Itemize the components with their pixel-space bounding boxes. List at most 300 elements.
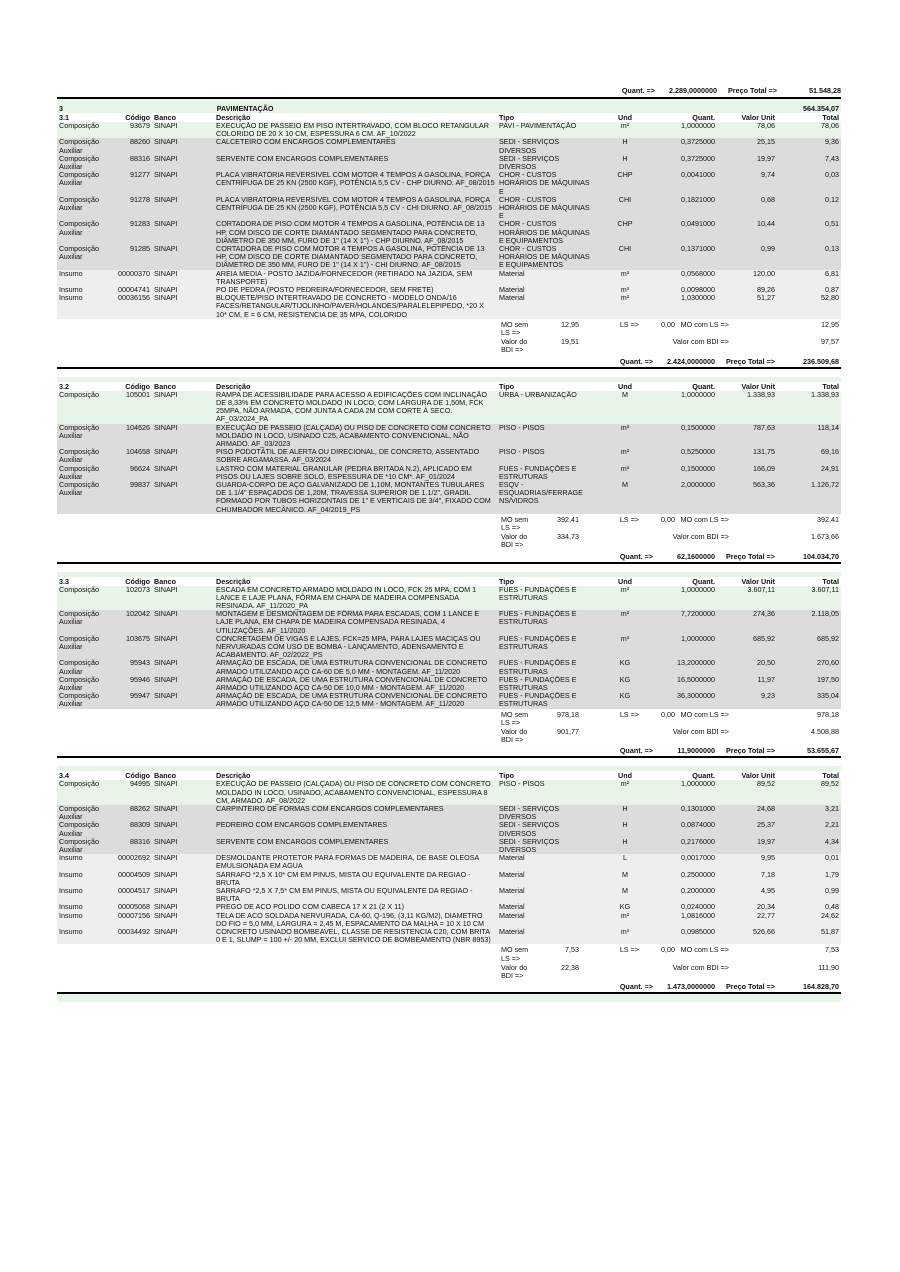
row-descricao: ARMAÇÃO DE ESCADA, DE UMA ESTRUTURA CONVENCIONAL DE CONCRETO ARMADO UTILIZANDO AÇO CA-50 DE 12,5 MM - MONTAGEM. AF_11/2020 [216,692,488,709]
mo-sem-value: 7,53 [565,945,579,955]
row-descricao: PISO PODOTÁTIL DE ALERTA OU DIRECIONAL, DE CONCRETO, ASSENTADO SOBRE ARGAMASSA. AF_03/2024 [216,448,480,465]
table-row [57,903,841,911]
row-type: Composição [59,780,99,789]
table-row [57,780,841,805]
row-codigo: 00004509 [118,870,150,879]
mo-com-label: MO com LS => [680,945,729,955]
table-row [57,171,841,196]
header-tipo: Tipo [499,381,515,391]
row-und: H [622,138,628,147]
row-tipo: Material [499,286,525,295]
table-row [57,659,841,675]
header-descricao: Descrição [216,771,251,781]
section-0 [57,113,841,369]
section-1 [57,377,841,564]
row-total: 0,03 [825,171,839,180]
table-row [57,424,841,449]
row-und: m³ [620,269,630,278]
row-total: 1.338,93 [811,390,839,399]
header-banco: Banco [154,381,176,391]
row-quant: 0,0568000 [681,269,715,278]
row-und: CHP [617,220,633,229]
row-banco: SINAPI [154,870,178,879]
section-divider [57,756,841,758]
column-header-row [57,382,841,391]
table-row [57,286,841,294]
section-code: 3.2 [59,381,69,391]
row-type: Composição Auxiliar [59,138,99,155]
spacer [57,321,499,337]
row-descricao: ESCADA EM CONCRETO ARMADO MOLDADO IN LOCO, FCK 25 MPA, COM 1 LANCE E LAJE PLANA, FÔRMA EM CHAPA DE MADEIRA COMPENSADA RESINADA. AF_11/2020_PA [216,585,477,610]
table-row [57,138,841,154]
row-descricao: EXECUÇÃO DE PASSEIO (CALÇADA) OU PISO DE CONCRETO COM CONCRETO MOLDADO IN LOCO, USINADO C25, ACABAMENTO CONVENCIONAL, NÃO ARMADO. AF_03/2023 [216,423,491,448]
row-tipo: Material [499,911,525,920]
header-descricao: Descrição [216,576,251,586]
header-valor-unit: Valor Unit [741,576,775,586]
row-banco: SINAPI [154,659,178,668]
ls-value: 0,00 [661,514,675,524]
row-total: 1,79 [825,870,839,879]
row-banco: SINAPI [154,423,178,432]
row-und: m³ [620,464,630,473]
ls-value: 0,00 [661,945,675,955]
valor-com-bdi-label: Valor com BDI => [672,532,729,542]
row-type: Composição Auxiliar [59,659,99,676]
row-und: m³ [620,423,630,432]
row-total: 7,43 [825,154,839,163]
table-row [57,912,841,928]
row-banco: SINAPI [154,675,178,684]
row-tipo: Material [499,903,525,912]
row-valor-unit: 78,06 [757,122,775,130]
row-und: KG [619,675,631,684]
row-quant: 1,0816000 [681,911,715,920]
header-und: Und [618,113,632,122]
row-total: 6,81 [825,269,839,278]
summary-bdi-row [57,964,841,980]
valor-com-bdi-label: Valor com BDI => [672,337,729,347]
quant-label: Quant. => [619,746,653,756]
row-und: m² [620,780,630,789]
header-codigo: Código [125,576,150,586]
row-valor-unit: 787,63 [753,423,775,432]
row-total: 4,34 [825,837,839,846]
row-valor-unit: 685,92 [753,634,775,643]
column-header-row [57,113,841,122]
row-codigo: 91285 [130,245,150,254]
row-type: Composição Auxiliar [59,821,99,838]
row-tipo: CHOR - CUSTOS HORÁRIOS DE MÁQUINAS E [499,195,590,221]
summary-bdi-row [57,533,841,549]
table-row [57,586,841,611]
row-descricao: DESMOLDANTE PROTETOR PARA FORMAS DE MADEIRA, DE BASE OLEOSA EMULSIONADA EM AGUA [216,854,479,871]
mo-sem-value: 392,41 [557,514,579,524]
header-total: Total [822,771,839,781]
valor-com-bdi-value: 111,90 [818,962,839,972]
row-codigo: 00002692 [118,854,150,863]
header-und: Und [618,771,632,781]
row-total: 0,13 [825,245,839,254]
row-tipo: SEDI - SERVIÇOS DIVERSOS [499,138,560,155]
row-quant: 1,0300000 [681,294,715,303]
row-descricao: EXECUÇÃO DE PASSEIO (CALÇADA) OU PISO DE CONCRETO COM CONCRETO MOLDADO IN LOCO, USINADO, ACABAMENTO CONVENCIONAL, ESPESSURA 8 CM, ARMADO. AF_08/2022 [216,780,491,805]
row-banco: SINAPI [154,821,178,830]
row-quant: 1,0000000 [681,122,715,130]
spacer [57,711,499,727]
section-divider [57,367,841,369]
row-quant: 0,3725000 [681,154,715,163]
quant-value: 1.473,0000000 [667,982,715,992]
sections-container [57,113,841,994]
table-row [57,871,841,887]
quant-total-row [57,982,841,992]
row-valor-unit: 563,36 [753,480,775,489]
row-banco: SINAPI [154,634,178,643]
header-banco: Banco [154,771,176,781]
row-codigo: 102073 [126,585,150,594]
row-type: Composição Auxiliar [59,610,99,627]
row-valor-unit: 9,23 [761,692,775,701]
row-total: 0,99 [825,887,839,896]
summary-mo-row [57,321,841,337]
ls-value: 0,00 [661,709,675,719]
row-banco: SINAPI [154,480,178,489]
valor-com-bdi-value: 4.508,88 [811,727,839,736]
header-tipo: Tipo [499,771,515,781]
row-descricao: RAMPA DE ACESSIBILIDADE PARA ACESSO A EDIFICAÇÕES COM INCLINAÇÃO DE 8,33% EM CONCRETO MOLDADO IN LOCO, COM LARGURA DE 1,50M, FCK 25MPA, NÃO ARMADA, COM JUNTA A CADA 2M COM CORTE À SECO. AF_03/2024_PA [216,390,487,424]
table-row [57,887,841,903]
row-valor-unit: 25,15 [757,138,775,147]
header-quant: Quant. [692,113,715,122]
table-row [57,294,841,319]
table-row [57,805,841,821]
row-type: Composição [59,122,99,130]
row-codigo: 00007156 [118,911,150,920]
row-codigo: 99837 [130,480,150,489]
row-type: Composição Auxiliar [59,480,99,498]
row-codigo: 00004517 [118,887,150,896]
section-code: 3.3 [59,576,69,586]
quant-label: Quant. => [619,356,653,366]
row-quant: 0,0041000 [681,171,715,180]
row-banco: SINAPI [154,692,178,701]
row-und: H [622,154,628,163]
preco-value: 104.034,70 [803,551,839,561]
row-total: 69,16 [821,448,839,457]
row-banco: SINAPI [154,138,178,147]
table-row [57,854,841,870]
row-codigo: 00000370 [118,269,150,278]
row-valor-unit: 22,77 [757,911,775,920]
row-banco: SINAPI [154,464,178,473]
row-descricao: LASTRO COM MATERIAL GRANULAR (PEDRA BRITADA N.2), APLICADO EM PISOS OU LAJES SOBRE SOLO, ESPESSURA DE *10 CM*. AF_01/2024 [216,464,472,481]
section-3 [57,766,841,994]
row-type: Insumo [59,269,83,278]
row-total: 685,92 [817,634,839,643]
row-banco: SINAPI [154,448,178,457]
row-quant: 0,2500000 [681,870,715,879]
preco-value: 53.655,67 [807,746,839,756]
row-und: m³ [620,286,630,295]
row-banco: SINAPI [154,195,178,204]
row-valor-unit: 51,27 [757,294,775,303]
mo-com-value: 978,18 [817,709,839,719]
row-und: H [622,805,628,814]
row-valor-unit: 120,00 [753,269,775,278]
row-type: Composição Auxiliar [59,675,99,692]
header-total: Total [822,576,839,586]
ls-label: LS => [619,709,639,719]
row-descricao: TELA DE ACO SOLDADA NERVURADA, CA-60, Q-196, (3,11 KG/M2), DIAMETRO DO FIO = 5,0 MM, LARGURA = 2,45 M, ESPACAMENTO DA MALHA = 10 X 10 CM [216,911,484,928]
header-quant: Quant. [692,381,715,391]
bdi-label: Valor do BDI => [501,337,528,355]
spacer [57,533,499,549]
row-total: 0,12 [825,195,839,204]
row-tipo: SEDI - SERVIÇOS DIVERSOS [499,821,560,838]
summary-mo-row [57,516,841,532]
row-banco: SINAPI [154,294,178,303]
spacer [57,728,499,744]
quant-label: Quant. => [619,551,653,561]
row-banco: SINAPI [154,780,178,789]
header-tipo: Tipo [499,576,515,586]
row-descricao: PLACA VIBRATÓRIA REVERSÍVEL COM MOTOR 4 TEMPOS A GASOLINA, FORÇA CENTRÍFUGA DE 25 KN (2500 KGF), POTÊNCIA 5,5 CV - CHI DIURNO. AF_08/2015 [216,195,493,213]
table-row [57,692,841,708]
row-tipo: Material [499,870,525,879]
row-descricao: CORTADORA DE PISO COM MOTOR 4 TEMPOS A GASOLINA, POTÊNCIA DE 13 HP, COM DISCO DE CORTE DIAMANTADO SEGMENTADO PARA CONCRETO, DIÂMETRO DE 350 MM, FURO DE 1" (14 X 1") - CHP DIURNO. AF_08/2015 [216,220,485,245]
row-tipo: FUES - FUNDAÇÕES E ESTRUTURAS [499,610,577,627]
row-tipo: FUES - FUNDAÇÕES E ESTRUTURAS [499,692,577,709]
row-valor-unit: 4,95 [761,887,775,896]
row-quant: 0,1301000 [681,805,715,814]
row-valor-unit: 9,95 [761,854,775,863]
row-tipo: Material [499,928,525,937]
mo-sem-value: 12,95 [561,319,579,329]
row-quant: 0,3725000 [681,138,715,147]
spacer [57,964,499,980]
row-tipo: Material [499,887,525,896]
row-type: Insumo [59,870,83,879]
row-valor-unit: 11,97 [757,675,775,684]
row-banco: SINAPI [154,390,178,399]
row-banco: SINAPI [154,911,178,920]
row-banco: SINAPI [154,585,178,594]
header-valor-unit: Valor Unit [741,771,775,781]
row-codigo: 88316 [130,837,150,846]
header-quant: Quant. [692,576,715,586]
row-type: Insumo [59,928,83,937]
row-valor-unit: 166,09 [753,464,775,473]
row-valor-unit: 24,68 [757,805,775,814]
row-quant: 0,1821000 [681,195,715,204]
summary-mo-row [57,946,841,962]
row-descricao: GUARDA-CORPO DE AÇO GALVANIZADO DE 1,10M, MONTANTES TUBULARES DE 1.1/4" ESPAÇADOS DE 1,20M, TRAVESSA SUPERIOR DE 1.1/2", GRADIL FORMADO POR TUBOS HORIZONTAIS DE 1" E VERTICAIS DE 3/4", FIXADO COM CHUMBADOR MECÂNICO. AF_04/2019_PS [216,480,491,514]
row-total: 118,14 [817,423,839,432]
table-row [57,155,841,171]
row-total: 51,87 [821,928,839,937]
row-codigo: 88262 [130,805,150,814]
top-quant-value: 2.289,0000000 [669,86,717,95]
table-row [57,481,841,514]
row-tipo: SEDI - SERVIÇOS DIVERSOS [499,837,560,855]
row-type: Composição Auxiliar [59,837,99,855]
row-und: KG [619,659,631,668]
row-quant: 1,0000000 [681,390,715,399]
row-valor-unit: 526,66 [753,928,775,937]
row-banco: SINAPI [154,269,178,278]
row-banco: SINAPI [154,154,178,163]
mo-sem-label: MO sem LS => [501,945,529,963]
row-codigo: 88309 [130,821,150,830]
row-valor-unit: 89,52 [757,780,775,789]
spacer [57,338,499,354]
row-descricao: ARMAÇÃO DE ESCADA, DE UMA ESTRUTURA CONVENCIONAL DE CONCRETO ARMADO UTILIZANDO AÇO CA-60 DE 5,0 MM - MONTAGEM. AF_11/2020 [216,659,488,676]
row-descricao: BLOQUETE/PISO INTERTRAVADO DE CONCRETO - MODELO ONDA/16 FACES/RETANGULAR/TIJOLINHO/PAVER/HOLANDES/PARALELEPIPEDO, *20 X 10* CM, E = 6 CM, RESISTENCIA DE 35 MPA, COLORIDO [216,294,484,319]
mo-sem-value: 978,18 [557,709,579,719]
row-quant: 0,0491000 [681,220,715,229]
table-row [57,821,841,837]
ls-label: LS => [619,319,639,329]
row-descricao: ARMAÇÃO DE ESCADA, DE UMA ESTRUTURA CONVENCIONAL DE CONCRETO ARMADO UTILIZANDO AÇO CA-50 DE 10,0 MM - MONTAGEM. AF_11/2020 [216,675,488,692]
row-valor-unit: 9,74 [761,171,775,180]
row-und: KG [619,903,631,912]
preco-value: 236.509,68 [803,356,839,366]
row-valor-unit: 274,36 [753,610,775,619]
group-row [57,104,841,113]
table-row [57,465,841,481]
header-und: Und [618,381,632,391]
row-codigo: 00034492 [118,928,150,937]
valor-com-bdi-value: 97,57 [821,337,839,347]
row-tipo: Material [499,854,525,863]
row-codigo: 102042 [126,610,150,619]
bdi-value: 19,51 [561,337,579,347]
row-type: Insumo [59,911,83,920]
table-row [57,391,841,424]
bdi-label: Valor do BDI => [501,962,528,981]
header-valor-unit: Valor Unit [741,381,775,391]
row-tipo: SEDI - SERVIÇOS DIVERSOS [499,154,560,172]
row-quant: 13,2000000 [677,659,715,668]
row-type: Composição Auxiliar [59,220,99,237]
valor-com-bdi-label: Valor com BDI => [672,727,729,736]
row-und: M [622,480,628,489]
row-und: CHI [618,245,632,254]
mo-com-value: 7,53 [825,945,839,955]
row-banco: SINAPI [154,887,178,896]
row-banco: SINAPI [154,837,178,846]
row-quant: 7,7200000 [681,610,715,619]
spacer [57,516,499,532]
row-und: KG [619,692,631,701]
row-type: Insumo [59,887,83,896]
header-codigo: Código [125,771,150,781]
row-type: Composição Auxiliar [59,195,99,213]
row-valor-unit: 0,68 [761,195,775,204]
row-descricao: PO DE PEDRA (POSTO PEDREIRA/FORNECEDOR, SEM FRETE) [216,286,434,295]
spacer [57,946,499,962]
row-valor-unit: 20,50 [757,659,775,668]
row-tipo: FUES - FUNDAÇÕES E ESTRUTURAS [499,634,577,651]
row-tipo: PISO - PISOS [499,423,545,432]
row-tipo: PISO - PISOS [499,780,545,789]
bottom-band [57,994,841,1002]
row-banco: SINAPI [154,286,178,295]
row-quant: 0,0017000 [681,854,715,863]
row-total: 3.607,11 [811,585,839,594]
row-banco: SINAPI [154,903,178,912]
row-und: L [623,854,627,863]
row-total: 2.118,05 [811,610,839,619]
row-codigo: 88260 [130,138,150,147]
row-und: m³ [620,585,630,594]
quant-label: Quant. => [619,982,653,992]
row-descricao: CONCRETO USINADO BOMBEAVEL, CLASSE DE RESISTENCIA C20, COM BRITA 0 E 1, SLUMP = 100 +/- 20 MM, EXCLUI SERVICO DE BOMBEAMENTO (NBR 8953) [216,928,491,945]
row-total: 24,91 [821,464,839,473]
row-und: m² [620,448,630,457]
row-quant: 1,0000000 [681,585,715,594]
top-quant-label: Quant. => [621,86,655,95]
mo-com-label: MO com LS => [680,319,729,329]
row-quant: 1,0000000 [681,634,715,643]
row-total: 0,48 [825,903,839,912]
row-und: M [622,870,628,879]
row-quant: 0,1500000 [681,423,715,432]
row-banco: SINAPI [154,122,178,130]
row-codigo: 91283 [130,220,150,229]
row-quant: 0,0240000 [681,903,715,912]
mo-com-value: 12,95 [821,319,839,329]
row-type: Composição Auxiliar [59,423,99,440]
row-quant: 0,2176000 [681,837,715,846]
row-total: 197,50 [817,675,839,684]
bdi-value: 334,73 [557,532,579,542]
row-und: M [622,390,628,399]
row-banco: SINAPI [154,854,178,863]
row-quant: 0,1371000 [681,245,715,254]
row-descricao: PEDREIRO COM ENCARGOS COMPLEMENTARES [216,821,388,830]
quant-value: 62,1600000 [677,551,715,561]
mo-sem-label: MO sem LS => [501,319,529,338]
ls-value: 0,00 [661,319,675,329]
row-descricao: CONCRETAGEM DE VIGAS E LAJES, FCK=25 MPA, PARA LAJES MACIÇAS OU NERVURADAS COM USO DE BOMBA - LANÇAMENTO, ADENSAMENTO E ACABAMENTO. AF_02/2022_PS [216,634,481,660]
quant-value: 11,9000000 [677,746,715,756]
row-tipo: CHOR - CUSTOS HORÁRIOS DE MÁQUINAS E EQUIPAMENTOS [499,220,590,245]
valor-com-bdi-value: 1.673,66 [811,532,839,542]
row-total: 0,87 [825,286,839,295]
row-total: 0,01 [825,854,839,863]
column-header-row [57,771,841,780]
header-codigo: Código [125,381,150,391]
row-codigo: 00036156 [118,294,150,303]
column-header-row [57,577,841,586]
row-valor-unit: 10,44 [757,220,775,229]
mo-com-label: MO com LS => [680,709,729,719]
row-descricao: SERVENTE COM ENCARGOS COMPLEMENTARES [216,837,389,846]
row-codigo: 96624 [130,464,150,473]
header-und: Und [618,576,632,586]
bdi-value: 901,77 [557,727,579,736]
row-banco: SINAPI [154,610,178,619]
row-valor-unit: 19,97 [757,154,775,163]
group-total: 564.354,07 [803,104,839,113]
row-codigo: 104626 [126,423,150,432]
row-descricao: MONTAGEM E DESMONTAGEM DE FÔRMA PARA ESCADAS, COM 1 LANCE E LAJE PLANA, EM CHAPA DE MADEIRA COMPENSADA RESINADA, 4 UTILIZAÇÕES. AF_11/2020 [216,610,480,635]
mo-sem-label: MO sem LS => [501,514,529,532]
row-codigo: 105001 [126,390,150,399]
row-valor-unit: 0,99 [761,245,775,254]
header-banco: Banco [154,113,176,122]
